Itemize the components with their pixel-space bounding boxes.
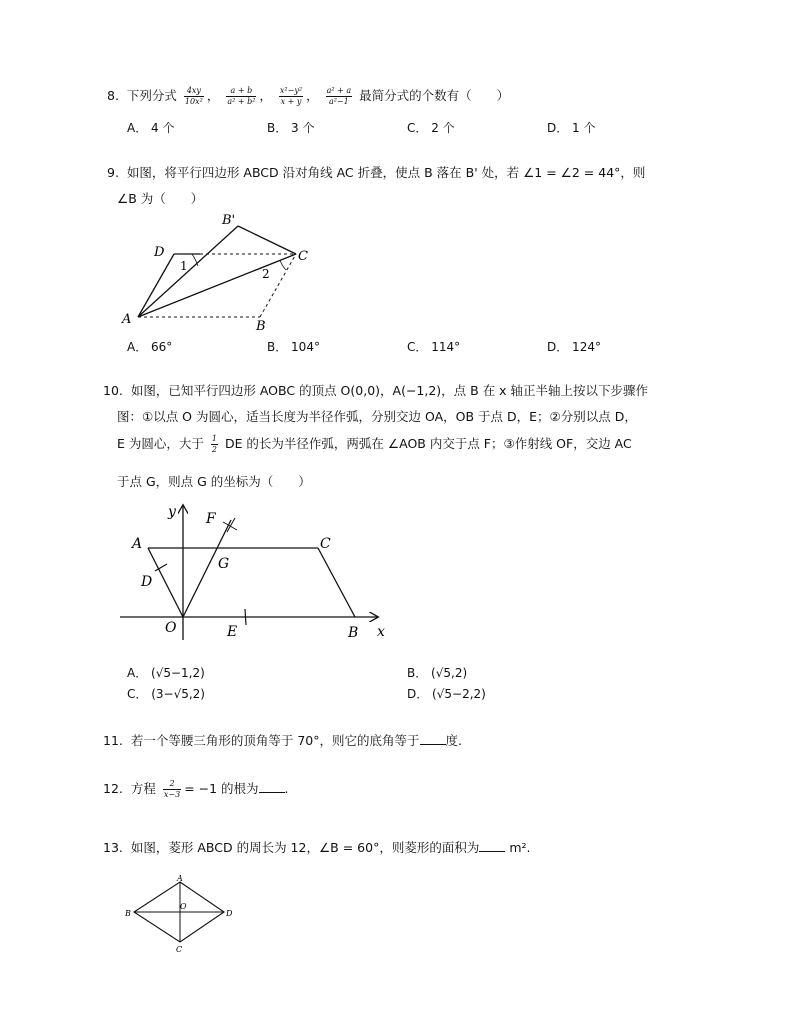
q9-stem-line1: [107, 163, 645, 181]
q11-stem: 11. 若一个等腰三角形的顶角等于 70°，则它的底角等于 度.: [103, 733, 462, 748]
q9-label-b: B: [256, 319, 266, 334]
q10-stem-line1: [103, 381, 648, 399]
q10-stem-line4: 于点 G，则点 G 的坐标为（ ）: [117, 474, 311, 489]
q10-label-a: A: [132, 536, 143, 552]
q13-label-o: O: [180, 902, 187, 911]
q10-arc-mark-e: [245, 609, 246, 625]
q13-number: 13.: [103, 840, 123, 855]
q11-number: 11.: [103, 733, 123, 748]
q13-answer-blank[interactable]: [479, 839, 505, 852]
q9-label-angle-2: 2: [262, 267, 270, 281]
q9-edge-ac: [138, 254, 296, 317]
q8-fraction-1: $\frac{4xy}{\text{10x²}}$: [184, 86, 203, 106]
q9-edge-bc-dashed: [260, 254, 296, 317]
q10-number: 10.: [103, 383, 123, 398]
q11-answer-blank[interactable]: [420, 732, 446, 745]
q9-number: 9.: [107, 165, 119, 180]
q8-tail: 最简分式的个数有（ ）: [359, 88, 510, 103]
q9-label-a: A: [122, 312, 132, 327]
q10-label-d: D: [141, 574, 153, 590]
q9-option-c[interactable]: C． 114°: [407, 340, 461, 354]
q9-angle-1-arc: [192, 254, 198, 266]
q9-label-c: C: [298, 249, 308, 264]
q9-option-a[interactable]: A． 66°: [127, 340, 173, 354]
q10-label-f: F: [206, 511, 216, 527]
q13-label-a: A: [177, 874, 183, 883]
q10-edge-oa: [148, 548, 183, 617]
q10-stem-line3: E 为圆心，大于 $\frac{1}{2}$ DE 的长为半径作弧，两弧在 ∠AOB 内交于点 F；③作射线 OF，交边 AC: [117, 434, 632, 454]
q13-label-c: C: [176, 945, 183, 954]
q10-option-a[interactable]: A． (√5−1,2): [127, 666, 205, 680]
q12-fraction: $\frac{2}{x-3}$: [163, 779, 181, 799]
q8-stem: 8. 下列分式 $\frac{4xy}{\text{10x²}}$ ， $\frac{a + b}{\text{a² + b²}}$ ， $\frac{\text{x²−y²}}{x + y}$ ， $\frac{\text{a² + a}}{\text{a²−1}}$ 最简分式的个数有（ ）: [107, 86, 510, 106]
q9-edge-b-prime-c: [238, 226, 296, 254]
q9-label-b-prime: B': [222, 213, 236, 228]
q9-option-d[interactable]: D． 124°: [547, 340, 601, 354]
q8-fraction-2: $\frac{a + b}{\text{a² + b²}}$: [227, 86, 256, 106]
q8-lead: 下列分式: [126, 88, 177, 103]
q10-label-g: G: [218, 556, 230, 572]
q10-label-y: y: [168, 504, 176, 520]
q10-option-d[interactable]: D． (√5−2,2): [407, 687, 486, 701]
q10-label-x: x: [377, 624, 385, 640]
q9-stem-line2: ∠B 为（ ）: [117, 191, 204, 206]
q9-figure: [120, 210, 320, 335]
q10-label-c: C: [320, 536, 331, 552]
q10-edge-cb: [318, 548, 355, 617]
q8-number: 8.: [107, 88, 119, 103]
q10-half-fraction: $\frac{1}{2}$: [211, 434, 217, 454]
q8-option-c[interactable]: C． 2 个: [407, 121, 455, 135]
q10-label-b: B: [348, 625, 359, 641]
q10-option-b[interactable]: B． (√5,2): [407, 666, 468, 680]
q9-label-angle-1: 1: [180, 259, 188, 273]
q12-stem: 12. 方程 $\frac{2}{x-3}$ = −1 的根为 .: [103, 779, 289, 799]
q9-option-b[interactable]: B． 104°: [267, 340, 320, 354]
q12-number: 12.: [103, 781, 123, 796]
q12-answer-blank[interactable]: [259, 780, 285, 793]
q13-figure: [120, 872, 250, 954]
q10-figure: [115, 500, 395, 648]
q10-stem-line2: 图：①以点 O 为圆心，适当长度为半径作弧，分别交边 OA，OB 于点 D，E；②分别以点 D，: [117, 409, 637, 424]
q8-option-d[interactable]: D． 1 个: [547, 121, 596, 135]
q13-label-b: B: [125, 909, 131, 918]
q10-text-line1: 如图，已知平行四边形 AOBC 的顶点 O(0,0)，A(−1,2)，点 B 在 x 轴正半轴上按以下步骤作: [130, 383, 649, 398]
q10-option-c[interactable]: C． (3−√5,2): [127, 687, 205, 701]
q8-option-b[interactable]: B． 3 个: [267, 121, 315, 135]
q9-text-line1: 如图，将平行四边形 ABCD 沿对角线 AC 折叠，使点 B 落在 B' 处，若 ∠1 = ∠2 = 44°，则: [126, 165, 646, 180]
q10-label-o: O: [165, 620, 177, 636]
q13-label-d: D: [226, 909, 233, 918]
q8-fraction-3: $\frac{\text{x²−y²}}{x + y}$: [279, 86, 303, 106]
q13-stem: 13. 如图，菱形 ABCD 的周长为 12，∠B = 60°，则菱形的面积为 m².: [103, 840, 531, 855]
q8-fraction-4: $\frac{\text{a² + a}}{\text{a²−1}}$: [326, 86, 352, 106]
q9-angle-2-arc: [280, 260, 286, 270]
q8-option-a[interactable]: A． 4 个: [127, 121, 175, 135]
q10-label-e: E: [227, 624, 238, 640]
q9-label-d: D: [154, 245, 165, 260]
q9-edge-ab-prime: [138, 226, 238, 317]
q9-edge-ad: [138, 254, 174, 317]
